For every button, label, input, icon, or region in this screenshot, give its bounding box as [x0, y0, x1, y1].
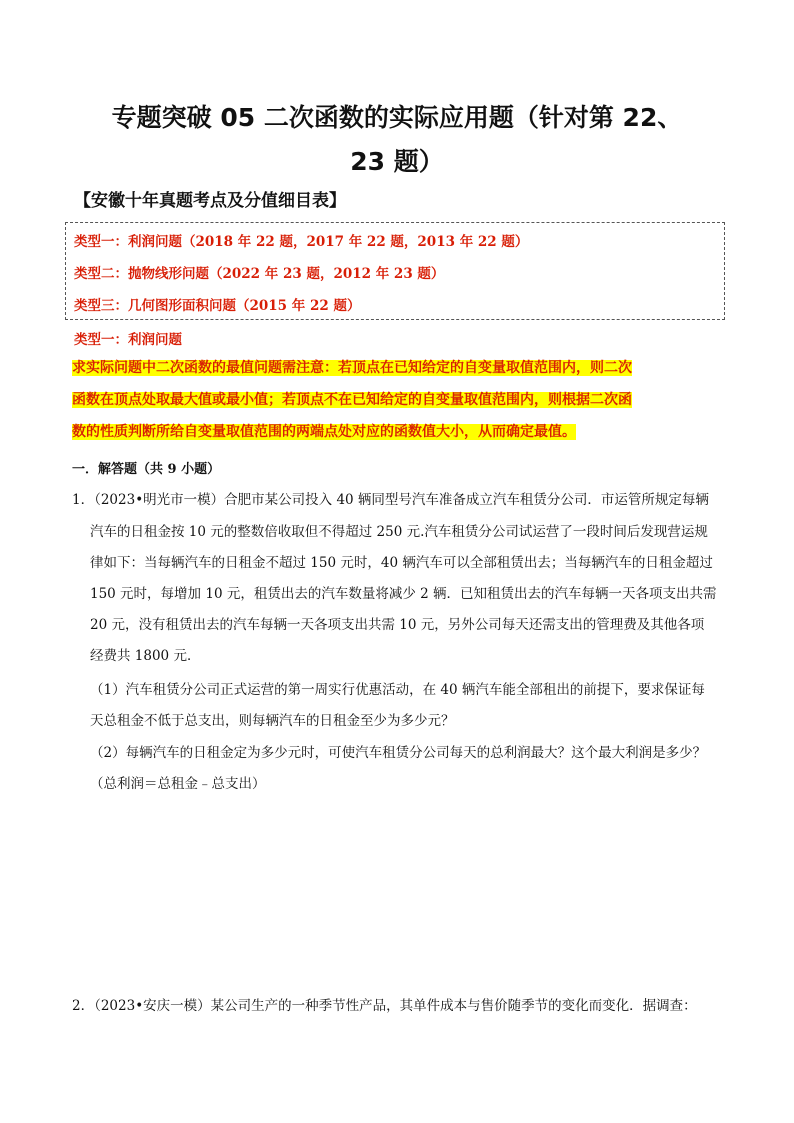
question-1-line-4: 150 元时，每增加 10 元，租赁出去的汽车数量将减少 2 辆．已知租赁出去的汽车每辆一天各项支出共需 — [90, 586, 717, 602]
question-2-line-1: 2．（2023•安庆一模）某公司生产的一种季节性产品，其单件成本与售价随季节的变化而变化．据调查： — [72, 998, 697, 1014]
question-1-sub-2-line-2: （总利润＝总租金﹣总支出） — [90, 776, 266, 792]
document-title-line-1: 专题突破 05 二次函数的实际应用题（针对第 22、 — [111, 103, 683, 132]
highlight-note-line-1 — [72, 353, 732, 384]
highlight-note-line-3 — [72, 417, 732, 448]
toc-heading: 【安徽十年真题考点及分值细目表】 — [74, 191, 346, 211]
section-title: 类型一：利润问题 — [74, 332, 182, 348]
part-title: 一．解答题（共 9 小题） — [72, 462, 221, 477]
document-title-line-2: 23 题） — [350, 147, 444, 176]
toc-item-2: 类型二：抛物线形问题（2022 年 23 题，2012 年 23 题） — [74, 266, 445, 282]
highlight-note-line-2 — [72, 385, 732, 416]
question-1-sub-1-line-1: （1）汽车租赁分公司正式运营的第一周实行优惠活动，在 40 辆汽车能全部租出的前提下，要求保证每 — [90, 682, 705, 698]
highlight-note-text-1: 求实际问题中二次函数的最值问题需注意：若顶点在已知给定的自变量取值范围内，则二次 — [72, 360, 632, 376]
question-1-line-6: 经费共 1800 元． — [90, 648, 201, 664]
question-1-sub-2-line-1: （2）每辆汽车的日租金定为多少元时，可使汽车租赁分公司每天的总利润最大？这个最大利润是多少？ — [90, 745, 707, 761]
toc-item-3: 类型三：几何图形面积问题（2015 年 22 题） — [74, 298, 361, 314]
highlight-note-text-2: 函数在顶点处取最大值或最小值；若顶点不在已知给定的自变量取值范围内，则根据二次函 — [72, 392, 632, 408]
highlight-note-text-3: 数的性质判断所给自变量取值范围的两端点处对应的函数值大小，从而确定最值。 — [72, 424, 576, 440]
question-1-line-1: 1．（2023•明光市一模）合肥市某公司投入 40 辆同型号汽车准备成立汽车租赁分公司．市运管所规定每辆 — [72, 492, 709, 508]
question-1-line-5: 20 元，没有租赁出去的汽车每辆一天各项支出共需 10 元，另外公司每天还需支出的管理费及其他各项 — [90, 617, 705, 633]
toc-item-1: 类型一：利润问题（2018 年 22 题，2017 年 22 题，2013 年 22 题） — [74, 234, 529, 250]
question-1-line-2: 汽车的日租金按 10 元的整数倍收取但不得超过 250 元.汽车租赁分公司试运营了一段时间后发现营运规 — [90, 524, 708, 540]
question-1-line-3: 律如下：当每辆汽车的日租金不超过 150 元时，40 辆汽车可以全部租赁出去；当每辆汽车的日租金超过 — [90, 555, 713, 571]
question-1-sub-1-line-2: 天总租金不低于总支出，则每辆汽车的日租金至少为多少元？ — [90, 713, 455, 729]
